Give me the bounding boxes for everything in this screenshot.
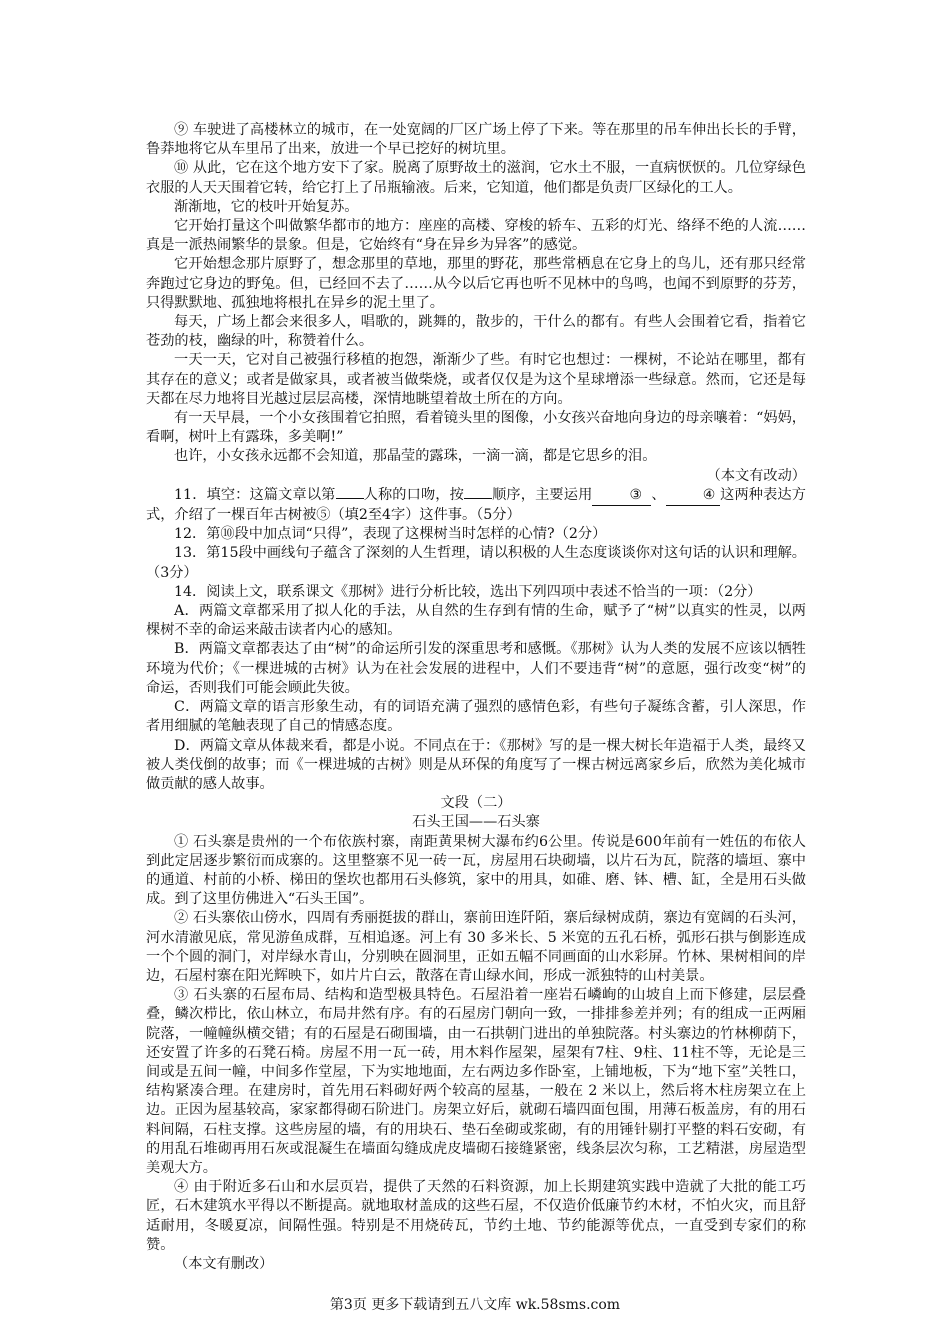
option-c: C．两篇文章的语言形象生动，有的词语充满了强烈的感情色彩，有些句子凝练含蓄，引人深思，作者用细腻的笔触表现了自己的情感态度。 xyxy=(146,699,806,735)
q11-part-g: 这两种表达方式，介绍了一棵百年古树被⑤（填2至4字）这件事。（5分） xyxy=(146,486,806,524)
paragraph-9: ⑨ 车驶进了高楼林立的城市，在一处宽阔的厂区广场上停了下来。等在那里的吊车伸出长长的手臂，鲁莽地将它从车里吊了出来，放进一个早已挖好的树坑里。 xyxy=(146,122,806,158)
blank-3-label: ③ xyxy=(629,486,643,503)
question-13: 13．第15段中画线句子蕴含了深刻的人生哲理，请以积极的人生态度谈谈你对这句话的认识和理解。（3分） xyxy=(146,545,806,581)
paragraph-12: 它开始打量这个叫做繁华都市的地方：座座的高楼、穿梭的轿车、五彩的灯光、络绎不绝的人流……真是一派热闹繁华的景象。但是，它始终有“身在异乡为异客”的感觉。 xyxy=(146,218,806,254)
q11-part-c: 顺序，主要运用 xyxy=(491,486,593,503)
question-12: 12．第⑩段中加点词“只得”，表现了这棵树当时怎样的心情?（2分） xyxy=(174,526,607,543)
section-heading: 文段（二） xyxy=(440,795,512,812)
paragraph-17: 也许，小女孩永远都不会知道，那晶莹的露珠，一滴一滴，都是它思乡的泪。 xyxy=(174,448,657,465)
paragraph-10: ⑩ 从此，它在这个地方安下了家。脱离了原野故土的滋润，它水土不服，一直病恹恹的。几位穿绿色衣服的人天天围着它转，给它打上了吊瓶输液。后来，它知道，他们都是负责厂区绿化的工人。 xyxy=(146,160,806,196)
option-b: B．两篇文章都表达了由“树”的命运所引发的深重思考和感慨。《那树》认为人类的发展不应该以牺牲环境为代价；《一棵进城的古树》认为在社会发展的进程中，人们不要违背“树”的意愿，强行改变“树”的命运，否则我们可能会顾此失彼。 xyxy=(146,641,806,696)
section2-paragraph-2: ② 石头寨依山傍水，四周有秀丽挺拔的群山，寨前田连阡陌，寨后绿树成荫，寨边有宽阔的石头河，河水清澈见底，常见游鱼成群，互相追逐。河上有 30 多米长、5 米宽的五孔石桥，弧形石拱与倒影连成一个个圆的洞门，对岸绿水青山，分别映在圆洞里，正如五幅不同画面的山水彩屏。竹林、果树相间的岸边，石屋村寨在阳光辉映下，如片片白云，散落在青山绿水间，形成一派独特的山村美景。 xyxy=(146,910,806,984)
section2-note: （本文有删改） xyxy=(174,1255,274,1272)
q11-part-a: 11．填空：这篇文章以第 xyxy=(174,486,336,503)
blank-4-label: ④ xyxy=(702,486,716,503)
paragraph-13: 它开始想念那片原野了，想念那里的草地，那里的野花，那些常栖息在它身上的鸟儿，还有那只经常奔跑过它身边的野兔。但，已经回不去了……从今以后它再也听不见林中的鸟鸣，也闻不到原野的芬芳，只得默默地、孤独地将根扎在异乡的泥土里了。 xyxy=(146,256,806,311)
option-a: A．两篇文章都采用了拟人化的手法，从自然的生存到有情的生命，赋予了“树”以真实的性灵，以两棵树不幸的命运来敲击读者内心的感知。 xyxy=(146,603,806,639)
section2-paragraph-3: ③ 石头寨的石屋布局、结构和造型极具特色。石屋沿着一座岩石嶙峋的山坡自上而下修建，层层叠叠，鳞次栉比，依山林立，布局井然有序。有的石屋房门朝向一致，一排排参差并列；有的组成一正两厢院落，一幢幢纵横交错；有的石屋是石砌围墙，由一石拱朝门进出的单独院落。村头寨边的竹林柳荫下，还安置了许多的石凳石椅。房屋不用一瓦一砖，用木料作屋架，屋架有7柱、9柱、11柱不等，无论是三间或是五间一幢，中间多作堂屋，下为实地地面，左右两边多作卧室，上铺地板，下为“地下室”关牲口，结构紧凑合理。在建房时，首先用石料砌好两个较高的屋基，一般在 2 米以上，然后将木柱房架立在上边。正因为屋基较高，家家都得砌石阶进门。房架立好后，就砌石墙四面包围，用薄石板盖房，有的用石料间隔，石柱支撑。这些房屋的墙，有的用块石、垫石垒砌或浆砌，有的用锤针剔打平整的料石安砌，有的用乱石堆砌再用石灰或混凝生在墙面勾缝成虎皮墙砌石接缝紧密，线条层次匀称，工艺精湛，房屋造型美观大方。 xyxy=(146,987,806,1176)
paragraph-14: 每天，广场上都会来很多人，唱歌的，跳舞的，散步的，干什么的都有。有些人会围着它看，指着它苍劲的枝，幽绿的叶，称赞着什么。 xyxy=(146,314,806,350)
question-11 xyxy=(146,486,806,525)
document-body xyxy=(146,121,806,1274)
section2-paragraph-1: ① 石头寨是贵州的一个布依族村寨，南距黄果树大瀑布约6公里。传说是600年前有一姓伍的布依人到此定居逐步繁衍而成寨的。这里整寨不见一砖一瓦，房屋用石块砌墙，以片石为瓦，院落的墙垣、寨中的通道、村前的小桥、梯田的堡坎也都用石头修筑，家中的用具，如碓、磨、钵、槽、缸，全是用石头做成。到了这里仿佛进入“石头王国”。 xyxy=(146,833,806,908)
paragraph-15: 一天一天，它对自己被强行移植的抱怨，渐渐少了些。有时它也想过：一棵树，不论站在哪里，都有其存在的意义；或者是做家具，或者被当做柴烧，或者仅仅是为这个星球增添一些绿意。然而，它还是每天都在尽力地将目光越过层层高楼，深情地眺望着故土所在的方向。 xyxy=(146,352,806,407)
answer-blank-1 xyxy=(336,498,364,499)
q11-part-e: 、 xyxy=(651,486,666,503)
section2-paragraph-4: ④ 由于附近多石山和水层页岩，提供了天然的石料资源，加上长期建筑实践中造就了大批的能工巧匠，石木建筑水平得以不断提高。就地取材盖成的这些石屋，不仅造价低廉节约木材，不怕火灾，而且舒适耐用，冬暖夏凉，间隔性强。特别是不用烧砖瓦，节约土地、节约能源等优点，一直受到专家们的称赞。 xyxy=(146,1179,806,1253)
q11-part-b: 人称的口吻，按 xyxy=(363,486,464,503)
page-footer: 第3页 更多下载请到五八文库 wk.58sms.com xyxy=(329,1297,621,1313)
paragraph-16: 有一天早晨，一个小女孩围着它拍照，看着镜头里的图像，小女孩兴奋地向身边的母亲嚷着：“妈妈，看啊，树叶上有露珠，多美啊!” xyxy=(146,410,806,446)
answer-blank-4 xyxy=(666,486,720,506)
section-title: 石头王国——石头寨 xyxy=(412,814,540,831)
option-d: D．两篇文章从体裁来看，都是小说。不同点在于：《那树》写的是一棵大树长年造福于人类，最终又被人类伐倒的故事；而《一棵进城的古树》则是从环保的角度写了一棵古树远离家乡后，欣然为美化城市做贡献的感人故事。 xyxy=(146,737,806,792)
paragraph-11: 渐渐地，它的枝叶开始复苏。 xyxy=(174,198,359,215)
answer-blank-3 xyxy=(592,486,651,506)
source-note: （本文有改动） xyxy=(706,467,806,484)
question-14: 14．阅读上文，联系课文《那树》进行分析比较，选出下列四项中表述不恰当的一项：（2分） xyxy=(174,583,762,600)
answer-blank-2 xyxy=(464,498,492,499)
